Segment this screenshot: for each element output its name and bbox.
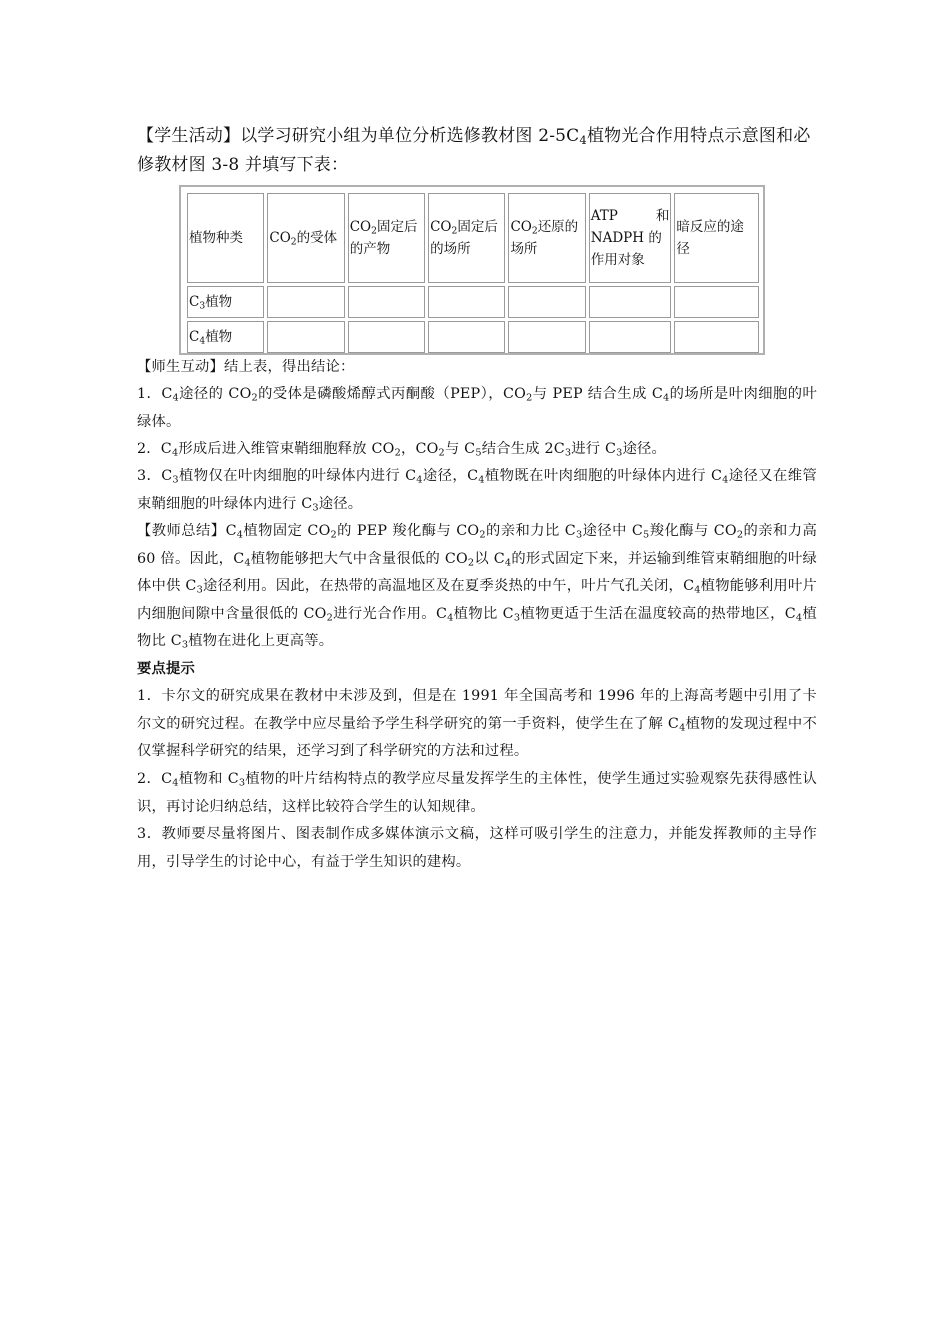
tip-1 — [137, 683, 817, 766]
text-segment: 植物固定 CO — [243, 523, 331, 539]
subscript: 3 — [575, 529, 583, 541]
text-segment: 植物比 C — [453, 605, 514, 622]
tip-2 — [137, 766, 817, 821]
subscript: 4 — [679, 722, 686, 734]
text-segment: 3．C — [137, 468, 173, 484]
subscript: 4 — [171, 447, 179, 459]
text-segment: 途径中 C — [582, 523, 644, 539]
text-segment: 的 PEP 羧化酶与 CO — [336, 523, 480, 539]
text-segment: 途径利用。因此，在热带的高温地区及在夏季炎热的中午，叶片气孔关闭，C — [202, 578, 695, 594]
comparison-table — [179, 185, 765, 355]
subscript: 4 — [722, 474, 729, 486]
subscript: 3 — [616, 447, 623, 459]
subscript: 3 — [312, 502, 319, 514]
header-reduction-site: $CO_2$还原的场所 — [508, 193, 585, 283]
intro-text-2: 修教材图 3-8 并填写下表： — [137, 155, 349, 175]
subscript: 2 — [326, 612, 333, 624]
table-cell — [589, 321, 672, 353]
subscript: 4 — [172, 392, 179, 404]
subscript: 4 — [694, 584, 701, 596]
subscript: 5 — [643, 529, 650, 541]
text-segment: 植物能够把大气中含量很低的 CO — [250, 550, 468, 567]
subscript: 2 — [526, 392, 533, 404]
row-label-c3: $C_3$植物 — [187, 286, 264, 318]
text-segment: 途径。 — [622, 441, 667, 457]
text-segment: 羧化酶与 CO — [649, 523, 737, 539]
table-cell — [348, 321, 425, 353]
subscript: 4 — [447, 612, 454, 624]
table-cell — [508, 286, 585, 318]
subscript: 4 — [504, 557, 512, 569]
text-segment: 植物能够利用叶片内细胞间隙中含量很低的 CO — [137, 578, 817, 622]
table-cell — [674, 321, 759, 353]
text-segment: 途径的 CO — [178, 386, 252, 402]
text-segment: 进行光合作用。C — [332, 605, 448, 622]
subscript: 3 — [196, 584, 203, 596]
text-segment: ，CO — [400, 441, 439, 457]
subscript: 2 — [479, 529, 486, 541]
text-segment: 植物既在叶肉细胞的叶绿体内进行 C — [484, 468, 723, 484]
subscript: 3 — [181, 639, 189, 651]
text-segment: 【教师总结】C — [137, 523, 237, 539]
text-segment: 植物的发现过程中不仅掌握科学研究的结果，还学习到了科学研究的方法和过程。 — [137, 715, 817, 759]
intro-text-1b: 植物光合作用特点示意图和必 — [586, 126, 811, 146]
intro-subscript: 4 — [579, 133, 587, 148]
text-segment: 植物仅在叶肉细胞的叶绿体内进行 C — [178, 468, 417, 484]
text-segment: 的亲和力比 C — [485, 523, 576, 539]
table-cell — [348, 286, 425, 318]
subscript: 4 — [662, 392, 670, 404]
subscript: 3 — [513, 612, 521, 624]
text-segment: 植物更适于生活在温度较高的热带地区，C — [520, 605, 796, 622]
text-segment: 植物在进化上更高等。 — [188, 633, 334, 649]
subscript: 2 — [394, 447, 401, 459]
subscript: 4 — [478, 474, 485, 486]
interaction-title: 【师生互动】结上表，得出结论： — [137, 359, 355, 375]
table-row — [187, 286, 759, 318]
text-segment: 植物和 C — [178, 771, 239, 787]
subscript: 2 — [251, 392, 258, 404]
text-segment: 1．卡尔文的研究成果在教材中未涉及到，但是在 1991 年全国高考和 1996 年的上海高考题中引用了卡尔文的研究过程。在教学中应尽量给予学生科学研究的第一手资料，使学生在了解 C — [137, 688, 817, 732]
text-segment: 的场所是叶肉细胞的叶绿体。 — [137, 386, 818, 430]
subscript: 3 — [172, 474, 179, 486]
table-row — [187, 321, 759, 353]
header-atp-nadph-target: ATP 和 NADPH 的作用对象 — [589, 193, 672, 283]
table-cell — [674, 286, 759, 318]
interaction-point-1 — [137, 381, 817, 436]
subscript: 2 — [438, 447, 445, 459]
subscript: 2 — [467, 557, 475, 569]
subscript: 4 — [244, 557, 251, 569]
tips-heading: 要点提示 — [137, 661, 195, 677]
text-segment: 与 C — [444, 441, 476, 457]
text-segment: 的形式固定下来，并运输到维管束鞘细胞的叶绿体中供 C — [137, 550, 818, 594]
text-segment: 结合生成 2C — [481, 441, 565, 457]
subscript: 4 — [416, 474, 423, 486]
subscript: 2 — [330, 529, 337, 541]
text-segment: 形成后进入维管束鞘细胞释放 CO — [178, 441, 395, 457]
teacher-summary — [137, 518, 817, 656]
subscript: 4 — [236, 529, 244, 541]
intro-paragraph — [137, 122, 817, 180]
tip-3: 3．教师要尽量将图片、图表制作成多媒体演示文稿，这样可吸引学生的注意力，并能发挥教师的主导作用，引导学生的讨论中心，有益于学生知识的建构。 — [137, 826, 817, 870]
text-segment: 2．C — [137, 771, 173, 787]
text-segment: 植物的叶片结构特点的教学应尽量发挥学生的主体性，使学生通过实验观察先获得感性认识，再讨论归纳总结，这样比较符合学生的认知规律。 — [137, 771, 818, 815]
text-segment: 以 C — [474, 550, 505, 567]
subscript: 3 — [564, 447, 572, 459]
text-segment: 2．C — [137, 441, 172, 457]
text-segment: 途径，C — [422, 468, 479, 484]
text-segment: 的亲和力高 60 倍。因此，C — [137, 523, 818, 567]
text-segment: 的受体是磷酸烯醇式丙酮酸（PEP），CO — [257, 386, 527, 402]
table-cell — [267, 321, 344, 353]
intro-text-1: 【学生活动】以学习研究小组为单位分析选修教材图 2-5C — [137, 126, 580, 146]
header-fixation-product: $CO_2$固定后的产物 — [348, 193, 425, 283]
header-plant-type: 植物种类 — [187, 193, 264, 283]
text-segment: 途径。 — [318, 495, 363, 512]
subscript: 2 — [736, 529, 744, 541]
subscript: 4 — [795, 612, 803, 624]
table-cell — [589, 286, 672, 318]
table-cell — [508, 321, 585, 353]
subscript: 3 — [238, 777, 246, 789]
table-cell — [428, 286, 505, 318]
subscript: 5 — [475, 447, 482, 459]
table-cell — [428, 321, 505, 353]
header-co2-acceptor: $CO_2$的受体 — [267, 193, 344, 283]
row-label-c4: $C_4$植物 — [187, 321, 264, 353]
text-segment: 途径又在维管束鞘细胞的叶绿体内进行 C — [137, 468, 818, 512]
interaction-point-3 — [137, 463, 817, 518]
text-segment: 进行 C — [571, 441, 617, 457]
text-segment: 与 PEP 结合生成 C — [532, 386, 663, 402]
subscript: 4 — [172, 777, 179, 789]
header-fixation-site: $CO_2$固定后的场所 — [428, 193, 505, 283]
header-dark-reaction-path: 暗反应的途径 — [674, 193, 759, 283]
text-segment: 植物比 C — [137, 605, 817, 649]
table-header-row — [187, 193, 759, 283]
text-segment: 1．C — [137, 386, 173, 402]
interaction-point-2 — [137, 436, 817, 464]
table-cell — [267, 286, 344, 318]
